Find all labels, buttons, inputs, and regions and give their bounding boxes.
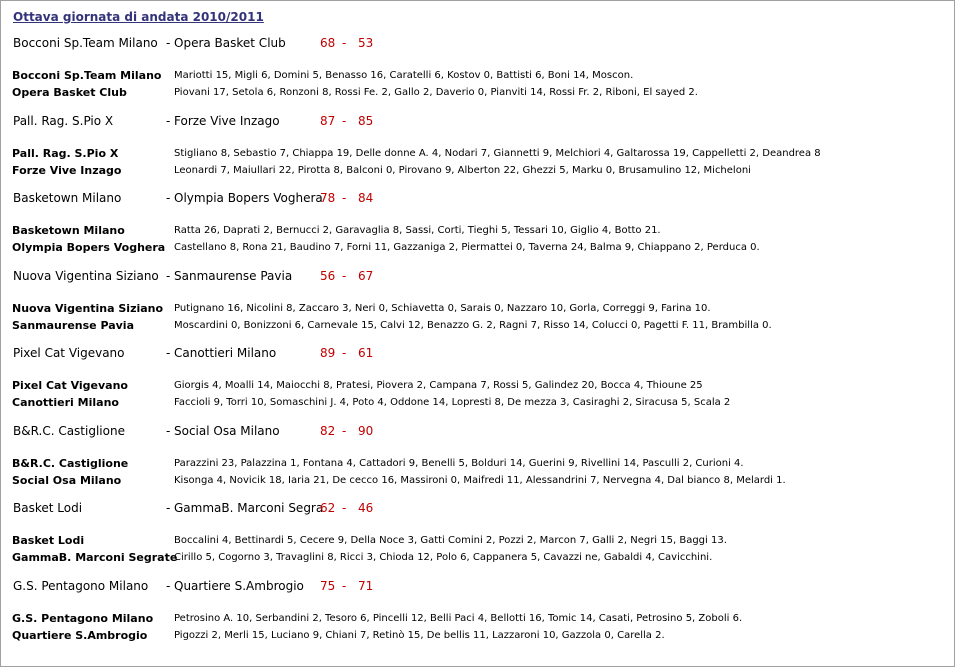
- away-score: 85: [358, 114, 374, 128]
- home-roster: [1, 612, 955, 629]
- home-score: 56: [320, 269, 336, 283]
- home-roster-team: Basketown Milano: [12, 224, 125, 237]
- away-team: Forze Vive Inzago: [174, 114, 280, 128]
- home-score: 89: [320, 346, 336, 360]
- home-score: 87: [320, 114, 336, 128]
- away-roster: [1, 474, 955, 491]
- home-roster-players: Petrosino A. 10, Serbandini 2, Tesoro 6, Pincelli 12, Belli Paci 4, Bellotti 16, Tomic 14, Casati, Petrosino 5, Zoboli 6.: [174, 613, 743, 624]
- home-team: Basket Lodi: [13, 501, 83, 515]
- away-roster-team: Olympia Bopers Voghera: [12, 241, 166, 254]
- result-line: [1, 114, 955, 132]
- away-roster: [1, 551, 955, 568]
- score-separator: -: [342, 269, 347, 283]
- home-roster-players: Parazzini 23, Palazzina 1, Fontana 4, Cattadori 9, Benelli 5, Bolduri 14, Guerini 9, Rivellini 14, Pasculli 2, Curioni 4.: [174, 458, 744, 469]
- home-roster: [1, 69, 955, 86]
- home-roster: [1, 147, 955, 164]
- away-team: Sanmaurense Pavia: [174, 269, 293, 283]
- versus-dash: -: [166, 346, 171, 360]
- home-team: Pall. Rag. S.Pio X: [13, 114, 114, 128]
- home-roster-team: Pixel Cat Vigevano: [12, 379, 128, 392]
- away-roster-players: Kisonga 4, Novicik 18, Iaria 21, De cecco 16, Massironi 0, Maifredi 11, Alessandrini 7, Nervegna 4, Dal bianco 8, Melardi 1.: [174, 475, 786, 486]
- away-team: Quartiere S.Ambrogio: [174, 579, 304, 593]
- home-roster-team: Bocconi Sp.Team Milano: [12, 69, 162, 82]
- home-roster: [1, 457, 955, 474]
- away-roster: [1, 86, 955, 103]
- home-roster: [1, 379, 955, 396]
- away-team: GammaB. Marconi Segra: [174, 501, 324, 515]
- score-separator: -: [342, 579, 347, 593]
- versus-dash: -: [166, 36, 171, 50]
- away-score: 84: [358, 191, 374, 205]
- home-team: Nuova Vigentina Siziano: [13, 269, 159, 283]
- away-team: Olympia Bopers Voghera: [174, 191, 323, 205]
- away-roster-players: Castellano 8, Rona 21, Baudino 7, Forni 11, Gazzaniga 2, Piermattei 0, Taverna 24, Balma 9, Chiappano 2, Perduca 0.: [174, 242, 760, 253]
- away-roster-team: Quartiere S.Ambrogio: [12, 629, 148, 642]
- away-roster-team: Sanmaurense Pavia: [12, 319, 134, 332]
- home-score: 62: [320, 501, 336, 515]
- away-score: 61: [358, 346, 374, 360]
- home-roster: [1, 224, 955, 241]
- versus-dash: -: [166, 191, 171, 205]
- home-roster-players: Putignano 16, Nicolini 8, Zaccaro 3, Neri 0, Schiavetta 0, Sarais 0, Nazzaro 10, Gorla, Correggi 9, Farina 10.: [174, 303, 711, 314]
- away-roster-team: Social Osa Milano: [12, 474, 122, 487]
- away-roster-team: GammaB. Marconi Segrate: [12, 551, 178, 564]
- result-line: [1, 191, 955, 209]
- result-line: [1, 269, 955, 287]
- versus-dash: -: [166, 501, 171, 515]
- away-roster-team: Opera Basket Club: [12, 86, 127, 99]
- home-roster-team: G.S. Pentagono Milano: [12, 612, 154, 625]
- home-score: 75: [320, 579, 336, 593]
- score-separator: -: [342, 36, 347, 50]
- away-roster: [1, 241, 955, 258]
- result-line: [1, 346, 955, 364]
- score-separator: -: [342, 191, 347, 205]
- away-team: Opera Basket Club: [174, 36, 286, 50]
- versus-dash: -: [166, 269, 171, 283]
- home-roster-players: Mariotti 15, Migli 6, Domini 5, Benasso 16, Caratelli 6, Kostov 0, Battisti 6, Boni 14, Moscon.: [174, 70, 634, 81]
- home-team: Pixel Cat Vigevano: [13, 346, 125, 360]
- away-roster-team: Canottieri Milano: [12, 396, 119, 409]
- versus-dash: -: [166, 579, 171, 593]
- home-score: 78: [320, 191, 336, 205]
- home-score: 68: [320, 36, 336, 50]
- home-team: G.S. Pentagono Milano: [13, 579, 149, 593]
- away-roster: [1, 319, 955, 336]
- result-line: [1, 579, 955, 597]
- away-score: 67: [358, 269, 374, 283]
- score-separator: -: [342, 424, 347, 438]
- home-team: B&R.C. Castiglione: [13, 424, 125, 438]
- home-team: Bocconi Sp.Team Milano: [13, 36, 158, 50]
- away-score: 90: [358, 424, 374, 438]
- score-separator: -: [342, 346, 347, 360]
- score-separator: -: [342, 501, 347, 515]
- away-roster-players: Pigozzi 2, Merli 15, Luciano 9, Chiani 7, Retinò 15, De bellis 11, Lazzaroni 10, Gazzola 0, Carella 2.: [174, 630, 665, 641]
- away-roster-players: Piovani 17, Setola 6, Ronzoni 8, Rossi Fe. 2, Gallo 2, Daverio 0, Pianviti 14, Rossi Fr. 2, Riboni, El sayed 2.: [174, 87, 698, 98]
- home-roster: [1, 302, 955, 319]
- home-roster-players: Giorgis 4, Moalli 14, Maiocchi 8, Pratesi, Piovera 2, Campana 7, Rossi 5, Galindez 20, Bocca 4, Thioune 25: [174, 380, 703, 391]
- away-roster-players: Faccioli 9, Torri 10, Somaschini J. 4, Poto 4, Oddone 14, Lopresti 8, De mezza 3, Casiraghi 2, Siracusa 5, Scala 2: [174, 397, 731, 408]
- away-team: Canottieri Milano: [174, 346, 277, 360]
- result-line: [1, 501, 955, 519]
- versus-dash: -: [166, 114, 171, 128]
- away-roster: [1, 164, 955, 181]
- away-roster: [1, 396, 955, 413]
- away-team: Social Osa Milano: [174, 424, 280, 438]
- home-roster-team: Pall. Rag. S.Pio X: [12, 147, 119, 160]
- away-roster: [1, 629, 955, 646]
- score-separator: -: [342, 114, 347, 128]
- home-roster-players: Stigliano 8, Sebastio 7, Chiappa 19, Delle donne A. 4, Nodari 7, Giannetti 9, Melchiori 4, Galtarossa 19, Cappelletti 2, Deandrea 8: [174, 148, 821, 159]
- away-score: 71: [358, 579, 374, 593]
- page-title: Ottava giornata di andata 2010/2011: [13, 10, 264, 24]
- away-roster-players: Moscardini 0, Bonizzoni 6, Carnevale 15, Calvi 12, Benazzo G. 2, Ragni 7, Risso 14, Colucci 0, Pagetti F. 11, Brambilla 0.: [174, 320, 772, 331]
- result-line: [1, 36, 955, 54]
- away-roster-team: Forze Vive Inzago: [12, 164, 122, 177]
- versus-dash: -: [166, 424, 171, 438]
- home-roster-players: Ratta 26, Daprati 2, Bernucci 2, Garavaglia 8, Sassi, Corti, Tieghi 5, Tessari 10, Giglio 4, Botto 21.: [174, 225, 661, 236]
- away-score: 46: [358, 501, 374, 515]
- home-roster-team: Basket Lodi: [12, 534, 85, 547]
- away-roster-players: Leonardi 7, Maiullari 22, Pirotta 8, Balconi 0, Pirovano 9, Alberton 22, Ghezzi 5, Marku 0, Brusamulino 12, Micheloni: [174, 165, 751, 176]
- home-roster-players: Boccalini 4, Bettinardi 5, Cecere 9, Della Noce 3, Gatti Comini 2, Pozzi 2, Marcon 7, Galli 2, Negri 15, Baggi 13.: [174, 535, 727, 546]
- home-roster: [1, 534, 955, 551]
- result-line: [1, 424, 955, 442]
- home-roster-team: B&R.C. Castiglione: [12, 457, 129, 470]
- home-score: 82: [320, 424, 336, 438]
- home-team: Basketown Milano: [13, 191, 122, 205]
- away-roster-players: Cirillo 5, Cogorno 3, Travaglini 8, Ricci 3, Chioda 12, Polo 6, Cappanera 5, Cavazzi ne, Gabaldi 4, Cavicchini.: [174, 552, 713, 563]
- home-roster-team: Nuova Vigentina Siziano: [12, 302, 164, 315]
- away-score: 53: [358, 36, 374, 50]
